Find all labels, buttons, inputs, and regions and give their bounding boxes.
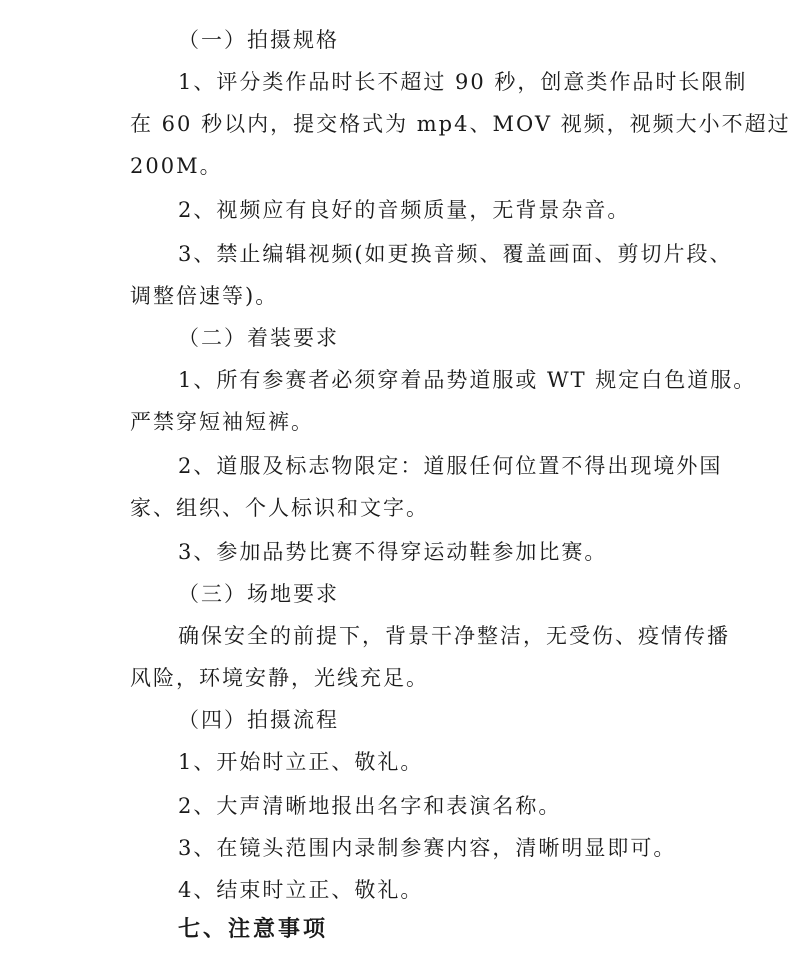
paragraph-line: 2、大声清晰地报出名字和表演名称。 <box>178 794 562 818</box>
paragraph-line: 200M。 <box>130 154 223 178</box>
section-heading-notes: 七、注意事项 <box>178 917 329 942</box>
section-heading-shooting-process: （四）拍摄流程 <box>178 708 339 732</box>
paragraph-line: 1、评分类作品时长不超过 90 秒，创意类作品时长限制 <box>178 70 748 94</box>
paragraph-line: 1、所有参赛者必须穿着品势道服或 WT 规定白色道服。 <box>178 368 757 392</box>
paragraph-line: 调整倍速等)。 <box>130 284 279 308</box>
paragraph-line: 在 60 秒以内，提交格式为 mp4、MOV 视频，视频大小不超过 <box>130 112 791 136</box>
paragraph-line: 风险，环境安静，光线充足。 <box>130 666 429 690</box>
paragraph-line: 2、视频应有良好的音频质量，无背景杂音。 <box>178 198 631 222</box>
paragraph-line: 4、结束时立正、敬礼。 <box>178 878 424 902</box>
paragraph-line: 严禁穿短袖短裤。 <box>130 410 314 434</box>
paragraph-line: 确保安全的前提下，背景干净整洁，无受伤、疫情传播 <box>178 624 730 648</box>
section-heading-venue: （三）场地要求 <box>178 582 339 606</box>
paragraph-line: 家、组织、个人标识和文字。 <box>130 496 429 520</box>
paragraph-line: 1、开始时立正、敬礼。 <box>178 750 424 774</box>
section-heading-dress-code: （二）着装要求 <box>178 326 339 350</box>
paragraph-line: 3、禁止编辑视频(如更换音频、覆盖画面、剪切片段、 <box>178 242 733 266</box>
section-heading-shooting-specs: （一）拍摄规格 <box>178 28 339 52</box>
paragraph-line: 3、参加品势比赛不得穿运动鞋参加比赛。 <box>178 540 608 564</box>
paragraph-line: 3、在镜头范围内录制参赛内容，清晰明显即可。 <box>178 836 677 860</box>
paragraph-line: 2、道服及标志物限定：道服任何位置不得出现境外国 <box>178 454 723 478</box>
